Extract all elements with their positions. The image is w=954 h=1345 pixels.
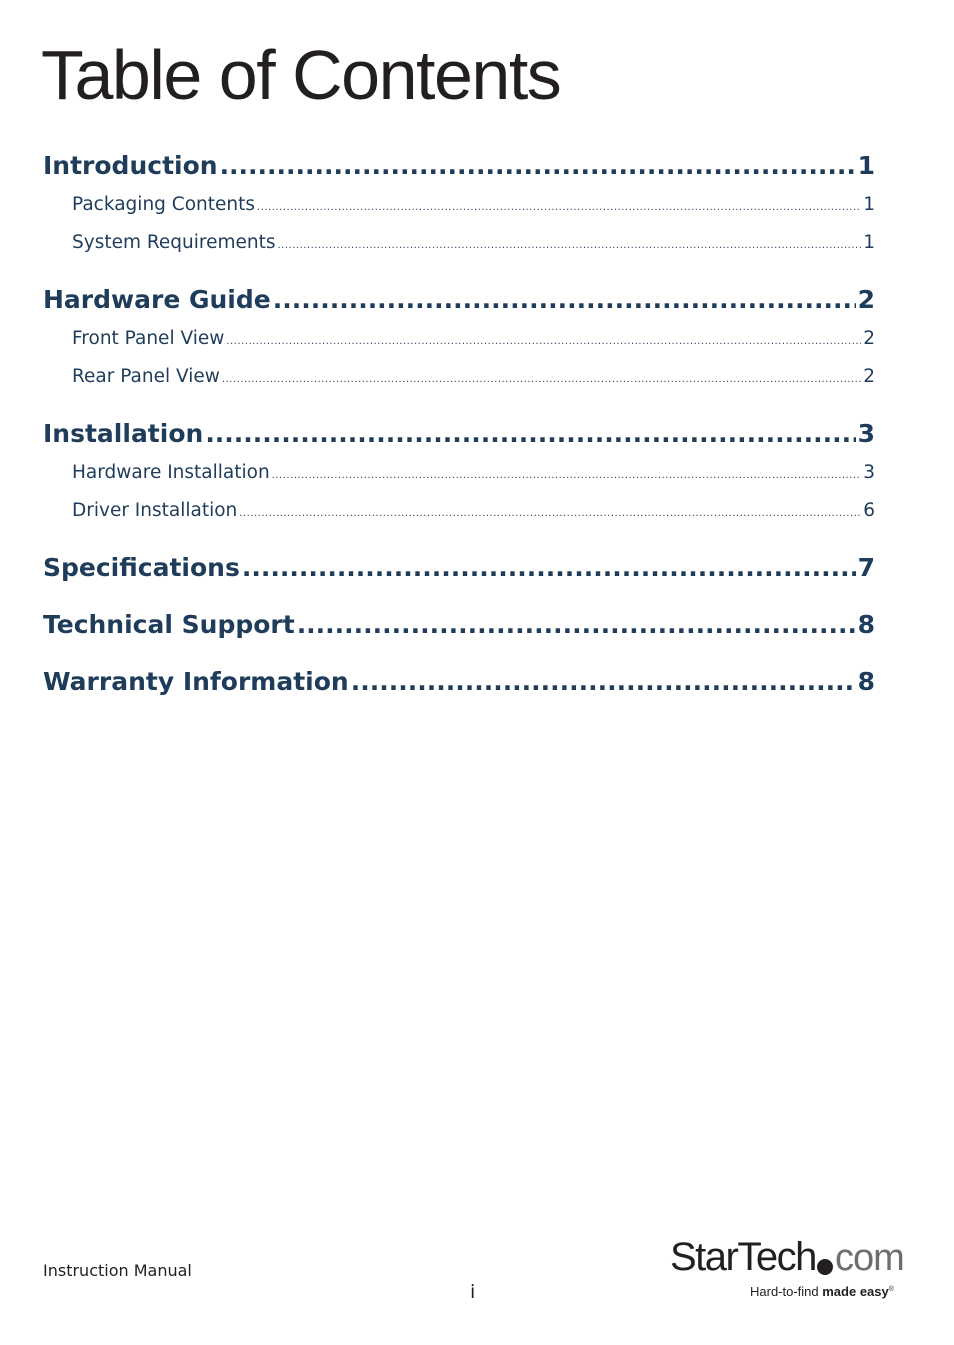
logo-brand-text: StarTech — [670, 1235, 816, 1279]
logo-tagline-bold: made easy — [822, 1284, 889, 1299]
logo-domain-text: com — [835, 1237, 904, 1279]
toc-entry-rear-panel-view[interactable] — [43, 358, 875, 396]
dot-leader — [351, 662, 856, 702]
toc-entry-label: Installation — [43, 419, 204, 448]
toc-entry-page: 2 — [857, 285, 875, 314]
dot-leader — [205, 414, 855, 454]
dot-leader — [273, 280, 856, 320]
toc-entry-hardware-installation[interactable] — [43, 454, 875, 492]
toc-entry-label: Technical Support — [43, 610, 295, 639]
toc-entry-page: 1 — [857, 151, 875, 180]
toc-entry-page: 2 — [863, 366, 875, 387]
toc-entry-page: 1 — [863, 194, 875, 215]
toc-entry-label: Driver Installation — [72, 500, 238, 521]
dot-leader — [226, 323, 861, 358]
toc-entry-page: 8 — [857, 667, 875, 696]
table-of-contents — [43, 146, 875, 702]
footer-doc-type: Instruction Manual — [43, 1261, 192, 1280]
toc-entry-system-requirements[interactable] — [43, 224, 875, 262]
toc-entry-front-panel-view[interactable] — [43, 320, 875, 358]
toc-entry-page: 3 — [857, 419, 875, 448]
toc-entry-label: Front Panel View — [72, 328, 225, 349]
dot-leader — [220, 146, 856, 186]
toc-entry-label: System Requirements — [72, 232, 276, 253]
logo-registered-mark: ® — [888, 1286, 894, 1293]
dot-leader — [239, 495, 861, 530]
toc-entry-label: Hardware Installation — [72, 462, 270, 483]
startech-logo-graphic — [670, 1228, 915, 1308]
toc-entry-page: 8 — [857, 610, 875, 639]
toc-entry-packaging-contents[interactable] — [43, 186, 875, 224]
toc-entry-label: Warranty Information — [43, 667, 349, 696]
toc-entry-installation[interactable] — [43, 414, 875, 454]
toc-entry-page: 3 — [863, 462, 875, 483]
toc-entry-technical-support[interactable] — [43, 605, 875, 645]
toc-entry-label: Packaging Contents — [72, 194, 256, 215]
dot-leader — [222, 361, 861, 396]
toc-entry-label: Rear Panel View — [72, 366, 220, 387]
toc-entry-driver-installation[interactable] — [43, 492, 875, 530]
toc-entry-page: 6 — [863, 500, 875, 521]
toc-entry-page: 1 — [863, 232, 875, 253]
dot-leader — [297, 605, 856, 645]
page-title: Table of Contents — [41, 36, 561, 114]
startech-logo — [670, 1228, 915, 1308]
logo-tagline — [750, 1284, 895, 1299]
dot-leader — [272, 457, 862, 492]
dot-leader — [257, 189, 861, 224]
footer-page-number: i — [470, 1281, 476, 1303]
toc-entry-hardware-guide[interactable] — [43, 280, 875, 320]
toc-entry-specifications[interactable] — [43, 548, 875, 588]
dot-leader — [242, 548, 856, 588]
logo-tagline-regular: Hard-to-find — [750, 1284, 823, 1299]
toc-entry-label: Specifications — [43, 553, 240, 582]
toc-entry-introduction[interactable] — [43, 146, 875, 186]
toc-entry-warranty-information[interactable] — [43, 662, 875, 702]
dot-leader — [277, 227, 861, 262]
toc-entry-label: Introduction — [43, 151, 218, 180]
toc-entry-page: 2 — [863, 328, 875, 349]
logo-dot — [817, 1259, 833, 1275]
toc-entry-page: 7 — [857, 553, 875, 582]
toc-entry-label: Hardware Guide — [43, 285, 271, 314]
